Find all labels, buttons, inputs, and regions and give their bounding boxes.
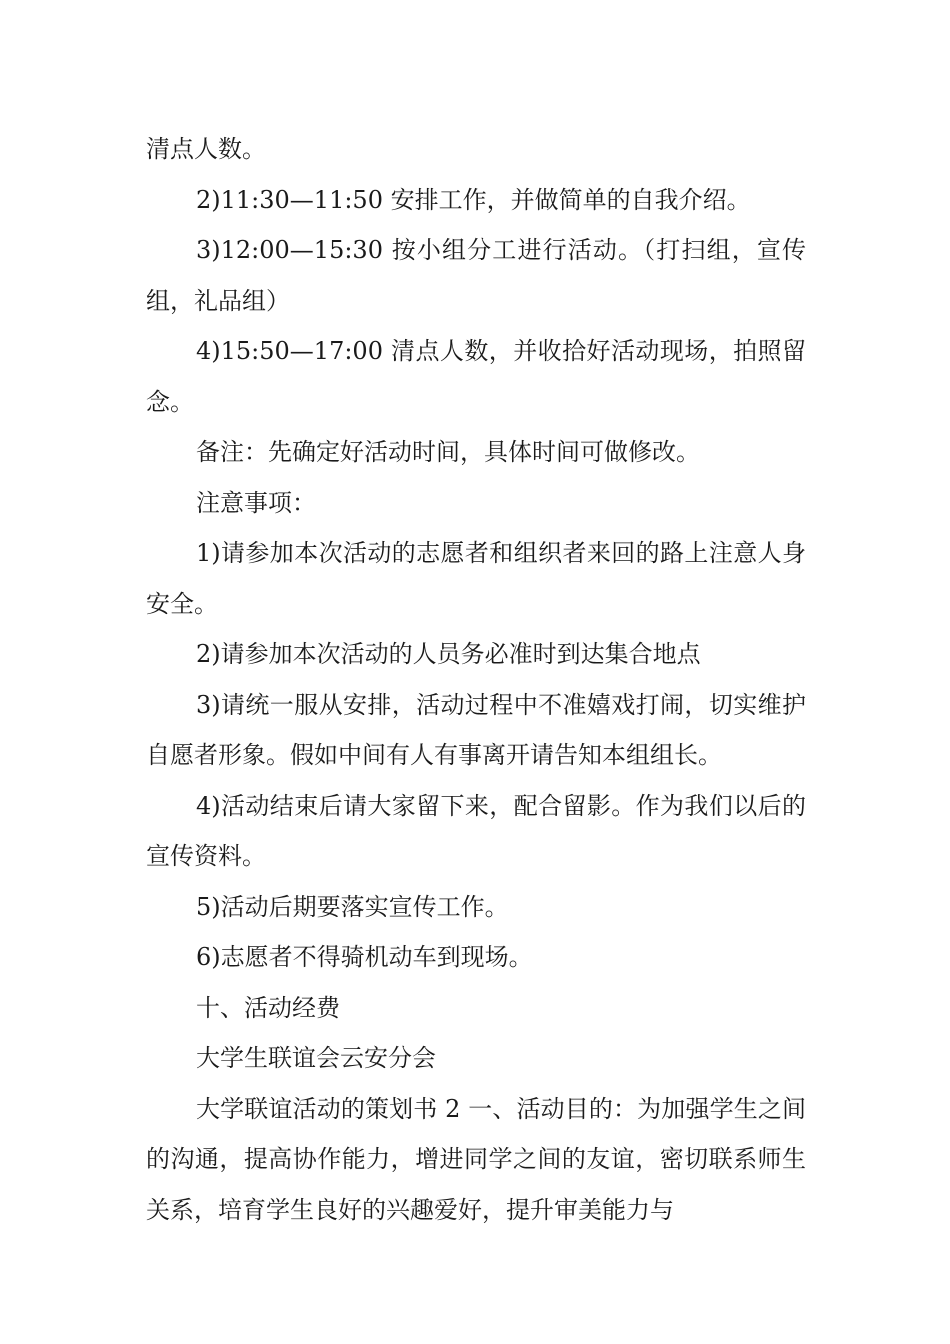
paragraph: 2)11:30—11:50 安排工作，并做简单的自我介绍。 [196,185,751,214]
section-heading: 十、活动经费 [196,993,340,1022]
document-body [146,124,806,1235]
paragraph: 4)15:50—17:00 清点人数，并收拾好活动现场，拍照留念。 [146,337,806,416]
paragraph: 备注：先确定好活动时间，具体时间可做修改。 [196,438,700,466]
paragraph: 5)活动后期要落实宣传工作。 [196,892,509,921]
paragraph: 3)12:00—15:30 按小组分工进行活动。（打扫组，宣传组，礼品组） [146,236,806,315]
paragraph: 1)请参加本次活动的志愿者和组织者来回的路上注意人身安全。 [146,539,806,618]
paragraph: 注意事项： [196,488,316,517]
paragraph: 6)志愿者不得骑机动车到现场。 [196,943,533,971]
paragraph: 3)请统一服从安排，活动过程中不准嬉戏打闹，切实维护自愿者形象。假如中间有人有事离开请告知本组组长。 [146,690,806,769]
organization-name: 大学生联谊会云安分会 [196,1044,436,1072]
paragraph: 清点人数。 [146,135,266,163]
paragraph: 4)活动结束后请大家留下来，配合留影。作为我们以后的宣传资料。 [146,791,806,870]
paragraph: 2)请参加本次活动的人员务必准时到达集合地点 [196,640,701,668]
paragraph: 大学联谊活动的策划书 2 一、活动目的：为加强学生之间的沟通，提高协作能力，增进同学之间的友谊，密切联系师生关系，培育学生良好的兴趣爱好，提升审美能力与 [146,1094,806,1224]
